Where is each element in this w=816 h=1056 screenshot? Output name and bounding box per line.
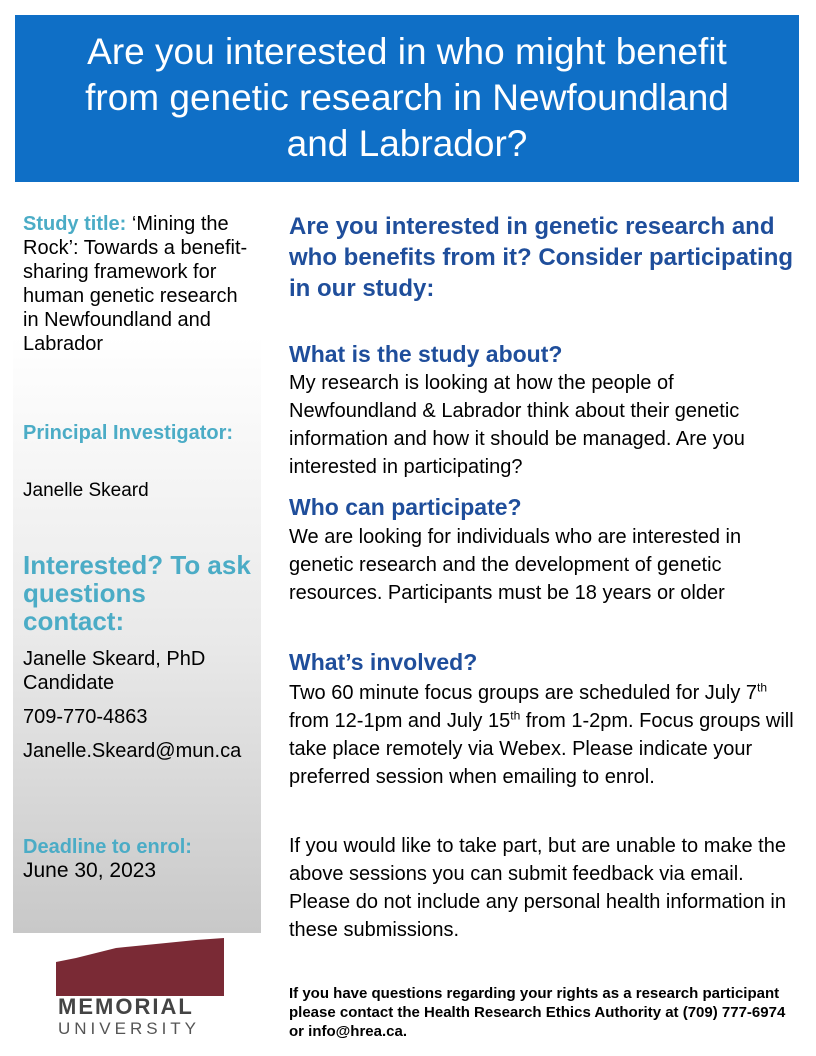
logo-text-memorial: MEMORIAL bbox=[58, 994, 194, 1019]
logo-text-university: UNIVERSITY bbox=[58, 1019, 201, 1038]
involved-text-b: from 12-1pm and July 15 bbox=[289, 710, 511, 732]
involved-sup-1: th bbox=[757, 680, 768, 695]
header-line-2: from genetic research in Newfoundland bbox=[85, 77, 729, 118]
involved-sup-2: th bbox=[510, 708, 521, 723]
logo-shape-icon bbox=[56, 938, 226, 996]
study-title-label: Study title: bbox=[23, 213, 127, 235]
involved-heading: What’s involved? bbox=[289, 649, 478, 675]
pi-label: Principal Investigator: bbox=[23, 422, 234, 444]
alternative-text: If you would like to take part, but are unable to make the above sessions you can submit feedback via email. Please do not include any personal health information in these submissions. bbox=[289, 835, 786, 941]
contact-email[interactable]: Janelle.Skeard@mun.ca bbox=[23, 740, 242, 762]
deadline-date: June 30, 2023 bbox=[23, 859, 157, 882]
contact-name: Janelle Skeard, PhD Candidate bbox=[23, 648, 206, 694]
about-text: My research is looking at how the people of Newfoundland & Labrador think about their genetic information and how it should be managed. Are you interested in participating? bbox=[289, 372, 745, 478]
contact-phone: 709-770-4863 bbox=[23, 706, 148, 728]
who-text: We are looking for individuals who are interested in genetic research and the development of genetic resources. Participants must be 18 years or older bbox=[289, 526, 742, 604]
involved-text-a: Two 60 minute focus groups are scheduled for July 7 bbox=[289, 682, 758, 704]
pi-name: Janelle Skeard bbox=[23, 480, 149, 501]
about-heading: What is the study about? bbox=[289, 341, 563, 367]
intro-heading: Are you interested in genetic research and who benefits from it? Consider participating in our study: bbox=[289, 213, 794, 302]
memorial-university-logo bbox=[56, 938, 226, 1048]
involved-text bbox=[289, 679, 799, 791]
header-banner bbox=[15, 15, 799, 182]
involved-text-c: from 1-2pm. Focus groups will take place remotely via Webex. Please indicate your preferred session when emailing to enrol. bbox=[289, 710, 794, 788]
study-title bbox=[23, 212, 251, 356]
rights-note: If you have questions regarding your rights as a research participant please contact the Health Research Ethics Authority at (709) 777-6974 or info@hrea.ca. bbox=[289, 985, 786, 1040]
deadline-label: Deadline to enrol: bbox=[23, 836, 192, 858]
study-title-text: ‘Mining the Rock’: Towards a benefit-sharing framework for human genetic research in Newfoundland and Labrador bbox=[23, 213, 248, 355]
header-line-3: and Labrador? bbox=[286, 123, 528, 164]
contact-heading: Interested? To ask questions contact: bbox=[23, 550, 251, 636]
who-heading: Who can participate? bbox=[289, 494, 522, 520]
header-line-1: Are you interested in who might benefit bbox=[87, 31, 727, 72]
